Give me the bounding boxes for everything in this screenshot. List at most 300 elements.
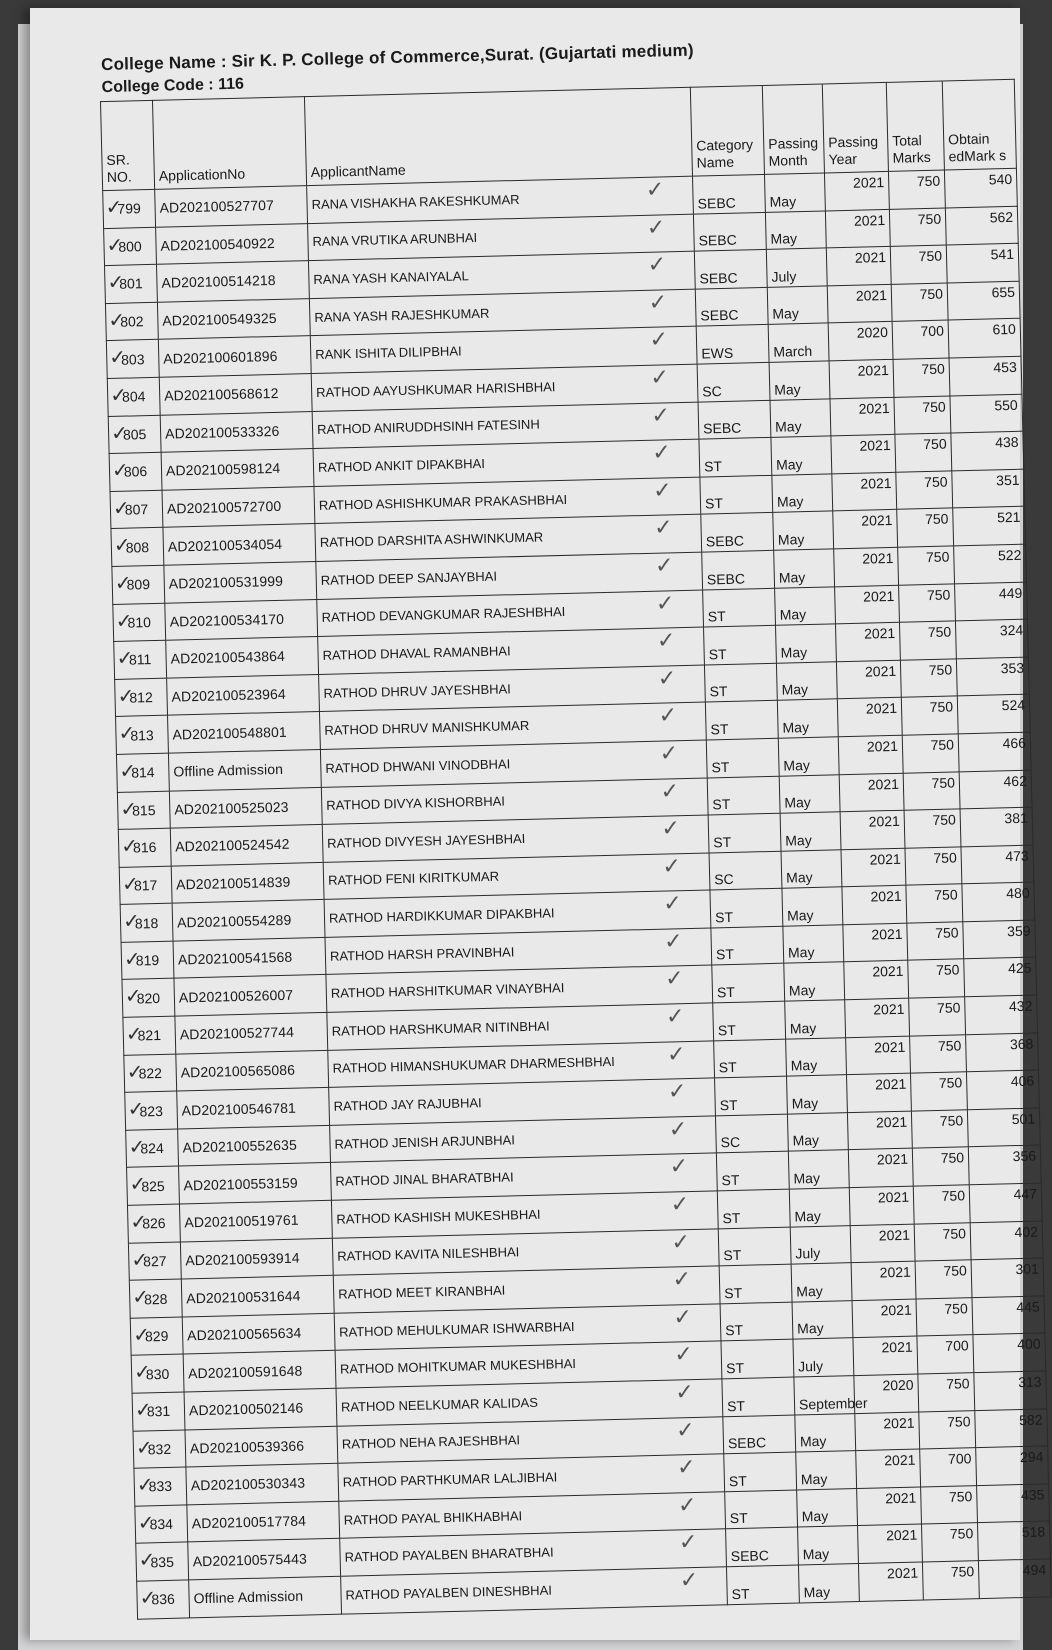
sr-cell-text: 826 bbox=[142, 1215, 166, 1232]
passing-year-cell-text: 2021 bbox=[853, 211, 886, 229]
passing-year-cell bbox=[847, 1073, 912, 1112]
obtained-marks-cell bbox=[956, 657, 1029, 696]
applicant-name-cell-text: RATHOD PAYAL BHIKHABHAI bbox=[343, 1507, 523, 1528]
sr-cell-text: 811 bbox=[128, 651, 152, 669]
passing-month-cell bbox=[773, 511, 834, 550]
sr-cell-text: 824 bbox=[140, 1140, 164, 1157]
passing-month-cell-text: May bbox=[778, 568, 806, 586]
obtained-marks-cell-text: 406 bbox=[1010, 1072, 1035, 1090]
checkmark-icon: ✓ bbox=[660, 778, 680, 805]
total-marks-cell-text: 750 bbox=[921, 360, 945, 378]
category-cell bbox=[722, 1377, 795, 1416]
sr-cell bbox=[127, 1204, 180, 1243]
checkmark-icon: ✓ bbox=[667, 1079, 687, 1105]
sr-cell bbox=[107, 377, 160, 416]
obtained-marks-cell-text: 540 bbox=[988, 170, 1013, 188]
passing-month-cell bbox=[793, 1338, 854, 1377]
passing-year-cell-text: 2021 bbox=[860, 474, 892, 492]
passing-year-cell bbox=[828, 322, 893, 361]
passing-month-cell bbox=[775, 586, 836, 625]
checkmark-icon: ✓ bbox=[119, 795, 138, 821]
category-cell-text: SEBC bbox=[705, 532, 745, 550]
checkmark-icon: ✓ bbox=[109, 382, 128, 407]
passing-month-cell-text: May bbox=[770, 230, 798, 247]
category-cell bbox=[712, 964, 785, 1003]
applicant-name-cell-text: RATHOD ASHISHKUMAR PRAKASHBHAI bbox=[318, 491, 568, 513]
passing-year-cell bbox=[842, 885, 907, 924]
passing-year-cell-text: 2021 bbox=[884, 1451, 916, 1469]
total-marks-cell-text: 750 bbox=[917, 210, 942, 227]
passing-month-cell bbox=[792, 1300, 853, 1339]
passing-year-cell-text: 2021 bbox=[858, 399, 890, 417]
passing-year-cell bbox=[852, 1299, 917, 1338]
category-cell bbox=[715, 1076, 788, 1115]
total-marks-cell bbox=[899, 583, 956, 622]
application-no-cell-text: AD202100502146 bbox=[188, 1399, 304, 1419]
checkmark-icon: ✓ bbox=[128, 1134, 146, 1159]
total-marks-cell bbox=[919, 1410, 976, 1449]
sr-cell-text: 800 bbox=[118, 238, 142, 255]
passing-month-cell bbox=[765, 211, 826, 250]
passing-month-cell-text: September bbox=[798, 1394, 868, 1413]
application-no-cell-text: AD202100575443 bbox=[192, 1550, 308, 1569]
checkmark-icon: ✓ bbox=[652, 478, 672, 504]
category-cell bbox=[699, 438, 772, 477]
checkmark-icon: ✓ bbox=[113, 532, 131, 558]
passing-year-cell-text: 2021 bbox=[857, 361, 889, 379]
total-marks-cell-text: 700 bbox=[947, 1450, 972, 1468]
obtained-marks-cell-text: 494 bbox=[1022, 1561, 1047, 1579]
category-cell-text: SEBC bbox=[698, 231, 737, 249]
applicant-name-cell-text: RATHOD HARSHITKUMAR VINAYBHAI bbox=[330, 980, 565, 1002]
total-marks-cell bbox=[922, 1523, 979, 1562]
obtained-marks-cell bbox=[973, 1333, 1046, 1372]
category-cell-text: ST bbox=[703, 457, 723, 475]
category-cell-text: ST bbox=[714, 908, 734, 926]
obtained-marks-cell-text: 402 bbox=[1014, 1223, 1039, 1240]
obtained-marks-cell bbox=[976, 1446, 1049, 1485]
obtained-marks-cell-text: 438 bbox=[995, 433, 1019, 451]
obtained-marks-cell-text: 524 bbox=[1001, 697, 1026, 714]
passing-month-cell bbox=[774, 549, 835, 588]
passing-month-cell bbox=[778, 737, 839, 776]
applicant-name-cell-text: RATHOD DEVANGKUMAR RAJESHBHAI bbox=[321, 604, 566, 626]
total-marks-cell-text: 750 bbox=[923, 473, 948, 490]
checkmark-icon: ✓ bbox=[108, 344, 127, 370]
sr-cell bbox=[126, 1129, 179, 1168]
sr-cell-text: 807 bbox=[124, 501, 149, 518]
obtained-marks-cell-text: 324 bbox=[999, 621, 1024, 639]
checkmark-icon: ✓ bbox=[121, 871, 140, 896]
passing-month-cell bbox=[787, 1113, 848, 1152]
applicant-name-cell-text: RATHOD NEHA RAJESHBHAI bbox=[341, 1432, 521, 1453]
total-marks-cell-text: 750 bbox=[949, 1525, 974, 1543]
total-marks-cell bbox=[920, 1448, 977, 1487]
sr-cell bbox=[131, 1354, 184, 1393]
checkmark-icon: ✓ bbox=[115, 608, 133, 633]
total-marks-cell bbox=[890, 245, 947, 284]
application-no-cell-text: AD202100519761 bbox=[184, 1211, 299, 1231]
total-marks-cell bbox=[912, 1147, 969, 1186]
obtained-marks-cell bbox=[966, 1070, 1039, 1109]
total-marks-cell-text: 750 bbox=[929, 698, 954, 716]
passing-month-cell bbox=[795, 1413, 856, 1452]
application-no-cell-text: AD202100527744 bbox=[179, 1024, 295, 1043]
passing-month-cell bbox=[784, 962, 845, 1001]
category-cell bbox=[693, 174, 766, 213]
application-no-cell bbox=[181, 1276, 334, 1317]
obtained-marks-cell-text: 356 bbox=[1012, 1148, 1037, 1165]
application-no-cell bbox=[168, 712, 321, 753]
passing-year-cell bbox=[832, 472, 897, 511]
applicant-name-cell-text: RATHOD ANIRUDDHSINH FATESINH bbox=[316, 416, 540, 438]
obtained-marks-cell bbox=[965, 995, 1038, 1034]
sr-cell-text: 809 bbox=[126, 576, 151, 593]
checkmark-icon: ✓ bbox=[678, 1530, 698, 1556]
passing-year-cell-text: 2021 bbox=[865, 700, 898, 717]
application-no-cell-text: AD202100530343 bbox=[190, 1475, 306, 1494]
checkmark-icon: ✓ bbox=[647, 252, 667, 278]
sr-cell-text: 803 bbox=[120, 350, 145, 368]
application-no-cell-text: AD202100525023 bbox=[174, 798, 289, 818]
applicant-name-cell-text: RANA VRUTIKA ARUNBHAI bbox=[312, 230, 478, 250]
sr-cell bbox=[129, 1279, 182, 1318]
application-no-cell-text: Offline Admission bbox=[193, 1587, 304, 1607]
obtained-marks-cell bbox=[958, 732, 1031, 771]
obtained-marks-cell-text: 400 bbox=[1017, 1335, 1041, 1353]
obtained-marks-cell bbox=[974, 1371, 1047, 1410]
passing-month-cell bbox=[786, 1037, 847, 1076]
application-no-cell bbox=[187, 1501, 340, 1542]
sr-cell-text: 819 bbox=[135, 952, 160, 969]
obtained-marks-cell-text: 610 bbox=[992, 321, 1017, 338]
obtained-marks-cell-text: 435 bbox=[1020, 1486, 1045, 1503]
obtained-marks-cell-text: 351 bbox=[995, 471, 1020, 489]
obtained-marks-cell-text: 453 bbox=[993, 358, 1017, 376]
application-no-cell-text: AD202100517784 bbox=[191, 1512, 307, 1532]
applicant-name-cell bbox=[341, 1567, 728, 1614]
application-no-cell bbox=[156, 223, 309, 264]
checkmark-icon: ✓ bbox=[657, 665, 677, 692]
checkmark-icon: ✓ bbox=[648, 290, 668, 316]
obtained-marks-cell-text: 473 bbox=[1005, 847, 1029, 864]
applicant-name-cell-text: RATHOD ANKIT DIPAKBHAI bbox=[317, 455, 486, 475]
obtained-marks-cell bbox=[946, 243, 1019, 282]
total-marks-cell bbox=[902, 734, 959, 773]
sr-cell-text: 804 bbox=[121, 388, 146, 405]
sr-cell bbox=[120, 903, 173, 942]
total-marks-cell bbox=[917, 1335, 974, 1374]
passing-month-cell bbox=[780, 812, 841, 851]
total-marks-cell bbox=[906, 884, 963, 923]
category-cell bbox=[694, 250, 767, 289]
admission-sheet bbox=[64, 0, 1047, 1610]
applicant-name-cell-text: RATHOD HARSH PRAVINBHAI bbox=[329, 943, 515, 964]
total-marks-cell bbox=[916, 1298, 973, 1337]
category-cell bbox=[717, 1189, 790, 1228]
obtained-marks-cell bbox=[948, 319, 1021, 358]
checkmark-icon: ✓ bbox=[679, 1567, 699, 1594]
sr-cell-text: 827 bbox=[142, 1252, 167, 1270]
sr-cell bbox=[137, 1580, 190, 1619]
passing-year-cell bbox=[826, 247, 891, 286]
category-cell-text: ST bbox=[722, 1209, 741, 1226]
passing-year-cell bbox=[839, 773, 904, 812]
obtained-marks-cell-text: 445 bbox=[1016, 1298, 1040, 1315]
sr-cell-text: 833 bbox=[148, 1478, 173, 1495]
applicant-name-cell-text: RATHOD DEEP SANJAYBHAI bbox=[320, 568, 498, 588]
application-no-cell-text: AD202100565086 bbox=[180, 1061, 296, 1081]
category-cell bbox=[701, 513, 774, 552]
obtained-marks-cell bbox=[953, 507, 1026, 546]
obtained-marks-cell-text: 466 bbox=[1002, 734, 1027, 752]
category-cell-text: SEBC bbox=[727, 1434, 767, 1452]
total-marks-cell-text: 750 bbox=[940, 1149, 965, 1167]
sr-cell bbox=[106, 340, 159, 379]
application-no-cell bbox=[188, 1539, 341, 1580]
total-marks-cell-text: 750 bbox=[919, 285, 944, 302]
category-cell-text: ST bbox=[708, 645, 727, 663]
category-cell-text: ST bbox=[731, 1585, 750, 1602]
checkmark-icon: ✓ bbox=[670, 1192, 690, 1218]
application-no-cell bbox=[182, 1313, 335, 1354]
total-marks-cell-text: 750 bbox=[918, 247, 943, 265]
passing-month-cell-text: May bbox=[796, 1282, 823, 1300]
obtained-marks-cell-text: 425 bbox=[1007, 960, 1032, 977]
application-no-cell bbox=[169, 787, 322, 828]
sr-cell bbox=[124, 1054, 177, 1093]
total-marks-cell-text: 750 bbox=[935, 924, 959, 941]
passing-year-cell-text: 2021 bbox=[873, 1000, 905, 1018]
application-no-cell-text: AD202100554289 bbox=[176, 911, 292, 931]
total-marks-cell bbox=[889, 208, 946, 247]
category-cell bbox=[714, 1039, 787, 1078]
passing-year-cell-text: 2021 bbox=[864, 662, 897, 680]
category-cell-text: ST bbox=[719, 1096, 738, 1114]
total-marks-cell bbox=[913, 1185, 970, 1224]
application-no-cell-text: AD202100534054 bbox=[167, 535, 283, 555]
total-marks-cell-text: 750 bbox=[924, 510, 949, 528]
application-no-cell bbox=[180, 1238, 333, 1279]
checkmark-icon: ✓ bbox=[139, 1585, 157, 1610]
applicant-name-cell-text: RANA VISHAKHA RAKESHKUMAR bbox=[311, 191, 520, 212]
total-marks-cell bbox=[918, 1373, 975, 1412]
sr-cell bbox=[114, 640, 167, 679]
sr-cell bbox=[133, 1430, 186, 1469]
passing-year-cell-text: 2021 bbox=[885, 1526, 918, 1544]
checkmark-icon: ✓ bbox=[645, 177, 665, 203]
checkmark-icon: ✓ bbox=[136, 1472, 154, 1497]
obtained-marks-cell-text: 381 bbox=[1004, 809, 1028, 827]
applicant-name-cell-text: RATHOD DHAVAL RAMANBHAI bbox=[322, 643, 511, 663]
application-no-cell bbox=[160, 411, 313, 452]
passing-year-cell bbox=[830, 397, 895, 436]
category-cell bbox=[724, 1452, 797, 1491]
category-cell-text: ST bbox=[717, 1021, 736, 1038]
total-marks-cell bbox=[910, 1072, 967, 1111]
checkmark-icon: ✓ bbox=[124, 983, 142, 1009]
sr-cell-text: 834 bbox=[149, 1515, 174, 1533]
obtained-marks-cell-text: 550 bbox=[994, 396, 1018, 413]
application-no-cell bbox=[183, 1351, 336, 1392]
col-header-total: Total Marks bbox=[886, 81, 944, 171]
passing-month-cell-text: July bbox=[795, 1245, 821, 1262]
sr-cell bbox=[132, 1392, 185, 1431]
passing-month-cell bbox=[781, 849, 842, 888]
total-marks-cell-text: 750 bbox=[946, 1375, 970, 1392]
passing-month-cell bbox=[794, 1376, 868, 1415]
passing-month-cell bbox=[772, 474, 833, 513]
sr-cell-text: 806 bbox=[123, 463, 148, 481]
application-no-cell bbox=[176, 1050, 329, 1091]
application-no-cell-text: Offline Admission bbox=[173, 761, 284, 780]
passing-year-cell bbox=[838, 735, 903, 774]
application-no-cell bbox=[173, 937, 326, 978]
checkmark-icon: ✓ bbox=[127, 1096, 145, 1122]
checkmark-icon: ✓ bbox=[133, 1359, 152, 1385]
passing-year-cell-text: 2021 bbox=[874, 1075, 907, 1093]
applicant-name-cell-text: RATHOD KASHISH MUKESHBHAI bbox=[336, 1206, 541, 1227]
category-cell bbox=[698, 400, 771, 439]
applicant-name-cell-text: RATHOD JENISH ARJUNBHAI bbox=[334, 1131, 516, 1152]
application-no-cell bbox=[155, 186, 308, 227]
category-cell bbox=[723, 1415, 796, 1454]
category-cell-text: ST bbox=[725, 1359, 745, 1377]
obtained-marks-cell bbox=[967, 1108, 1040, 1147]
passing-year-cell bbox=[846, 1036, 911, 1075]
sr-cell bbox=[115, 678, 168, 717]
passing-month-cell-text: May bbox=[780, 643, 808, 661]
passing-year-cell-text: 2021 bbox=[883, 1414, 915, 1431]
category-cell-text: SEBC bbox=[702, 419, 742, 437]
passing-year-cell bbox=[836, 660, 901, 699]
passing-month-cell-text: May bbox=[774, 380, 801, 398]
total-marks-cell-text: 700 bbox=[920, 322, 945, 340]
passing-year-cell-text: 2021 bbox=[875, 1113, 908, 1131]
passing-month-cell-text: May bbox=[782, 718, 810, 736]
passing-year-cell-text: 2020 bbox=[856, 324, 889, 342]
sr-cell-text: 799 bbox=[117, 200, 141, 218]
application-no-cell-text: AD202100546781 bbox=[181, 1099, 297, 1118]
total-marks-cell bbox=[921, 1485, 978, 1524]
sr-cell-text: 801 bbox=[119, 275, 143, 293]
applicant-name-cell-text: RATHOD AAYUSHKUMAR HARISHBHAI bbox=[315, 378, 556, 400]
application-no-cell-text: AD202100593914 bbox=[185, 1249, 300, 1269]
passing-year-cell-text: 2021 bbox=[885, 1489, 917, 1507]
checkmark-icon: ✓ bbox=[662, 853, 682, 880]
passing-month-cell-text: May bbox=[792, 1132, 820, 1149]
obtained-marks-cell bbox=[947, 281, 1020, 320]
category-cell bbox=[693, 212, 766, 251]
checkmark-icon: ✓ bbox=[117, 683, 135, 708]
passing-year-cell-text: 2021 bbox=[867, 775, 900, 793]
sr-cell bbox=[127, 1166, 180, 1205]
total-marks-cell bbox=[915, 1260, 972, 1299]
category-cell bbox=[706, 738, 779, 777]
checkmark-icon: ✓ bbox=[673, 1304, 693, 1331]
college-name: College Name : Sir K. P. College of Commerce,Surat. (Gujartati medium) bbox=[100, 40, 694, 75]
application-no-cell-text: AD202100539366 bbox=[189, 1437, 305, 1457]
obtained-marks-cell-text: 480 bbox=[1006, 884, 1030, 902]
checkmark-icon: ✓ bbox=[116, 645, 134, 671]
application-no-cell bbox=[171, 862, 324, 903]
sr-cell-text: 828 bbox=[143, 1290, 168, 1307]
category-cell-text: ST bbox=[707, 608, 726, 625]
obtained-marks-cell bbox=[959, 770, 1032, 809]
passing-month-cell-text: May bbox=[785, 831, 812, 849]
passing-month-cell bbox=[785, 1000, 846, 1039]
total-marks-cell bbox=[903, 771, 960, 810]
application-no-cell-text: AD202100568612 bbox=[164, 385, 279, 404]
checkmark-icon: ✓ bbox=[138, 1547, 156, 1573]
applicant-name-cell-text: RATHOD MEET KIRANBHAI bbox=[338, 1282, 506, 1302]
passing-month-cell bbox=[777, 699, 838, 738]
passing-month-cell-text: May bbox=[793, 1169, 821, 1187]
sr-cell bbox=[105, 302, 158, 341]
sr-cell bbox=[125, 1091, 178, 1130]
category-cell bbox=[718, 1227, 791, 1266]
passing-month-cell-text: May bbox=[786, 906, 814, 924]
passing-year-cell bbox=[853, 1336, 918, 1375]
obtained-marks-cell-text: 655 bbox=[991, 283, 1016, 301]
application-no-cell bbox=[172, 900, 325, 941]
application-no-cell-text: AD202100598124 bbox=[165, 460, 281, 480]
passing-year-cell bbox=[840, 810, 905, 849]
category-cell-text: ST bbox=[709, 683, 728, 700]
obtained-marks-cell bbox=[972, 1296, 1045, 1335]
sr-cell bbox=[134, 1467, 187, 1506]
application-no-cell bbox=[179, 1163, 332, 1204]
application-no-cell bbox=[167, 674, 320, 715]
sr-cell bbox=[108, 415, 161, 454]
category-cell bbox=[725, 1490, 798, 1529]
category-cell bbox=[711, 926, 784, 965]
passing-year-cell-text: 2021 bbox=[854, 249, 887, 266]
passing-year-cell-text: 2021 bbox=[869, 850, 901, 868]
total-marks-cell-text: 750 bbox=[925, 548, 950, 566]
checkmark-icon: ✓ bbox=[125, 1021, 143, 1046]
applicant-name-cell-text: RATHOD DHWANI VINODBHAI bbox=[325, 756, 511, 776]
passing-year-cell-text: 2021 bbox=[859, 437, 891, 454]
category-cell-text: SEBC bbox=[706, 570, 746, 587]
passing-year-cell bbox=[841, 848, 906, 887]
checkmark-icon: ✓ bbox=[654, 553, 674, 579]
sr-cell-text: 808 bbox=[125, 538, 150, 556]
passing-month-cell-text: July bbox=[797, 1357, 824, 1375]
total-marks-cell-text: 750 bbox=[933, 849, 957, 866]
total-marks-cell-text: 750 bbox=[927, 623, 952, 641]
application-no-cell bbox=[157, 298, 310, 339]
passing-year-cell bbox=[858, 1524, 923, 1563]
col-header-application: ApplicationNo bbox=[152, 97, 306, 190]
passing-month-cell bbox=[796, 1451, 857, 1490]
application-no-cell bbox=[159, 374, 312, 415]
checkmark-icon: ✓ bbox=[106, 232, 124, 257]
passing-year-cell bbox=[825, 209, 890, 248]
checkmark-icon: ✓ bbox=[108, 307, 126, 332]
applicant-name-cell-text: RATHOD JAY RAJUBHAI bbox=[333, 1095, 482, 1114]
sr-cell bbox=[116, 715, 169, 754]
application-no-cell-text: AD202100553159 bbox=[183, 1174, 298, 1194]
total-marks-cell bbox=[900, 659, 957, 698]
category-cell bbox=[719, 1264, 792, 1303]
passing-month-cell-text: July bbox=[771, 267, 797, 285]
category-cell-text: ST bbox=[718, 1059, 737, 1076]
category-cell-text: ST bbox=[725, 1322, 744, 1339]
category-cell bbox=[705, 701, 778, 740]
total-marks-cell-text: 750 bbox=[922, 398, 946, 415]
category-cell-text: ST bbox=[721, 1171, 740, 1189]
